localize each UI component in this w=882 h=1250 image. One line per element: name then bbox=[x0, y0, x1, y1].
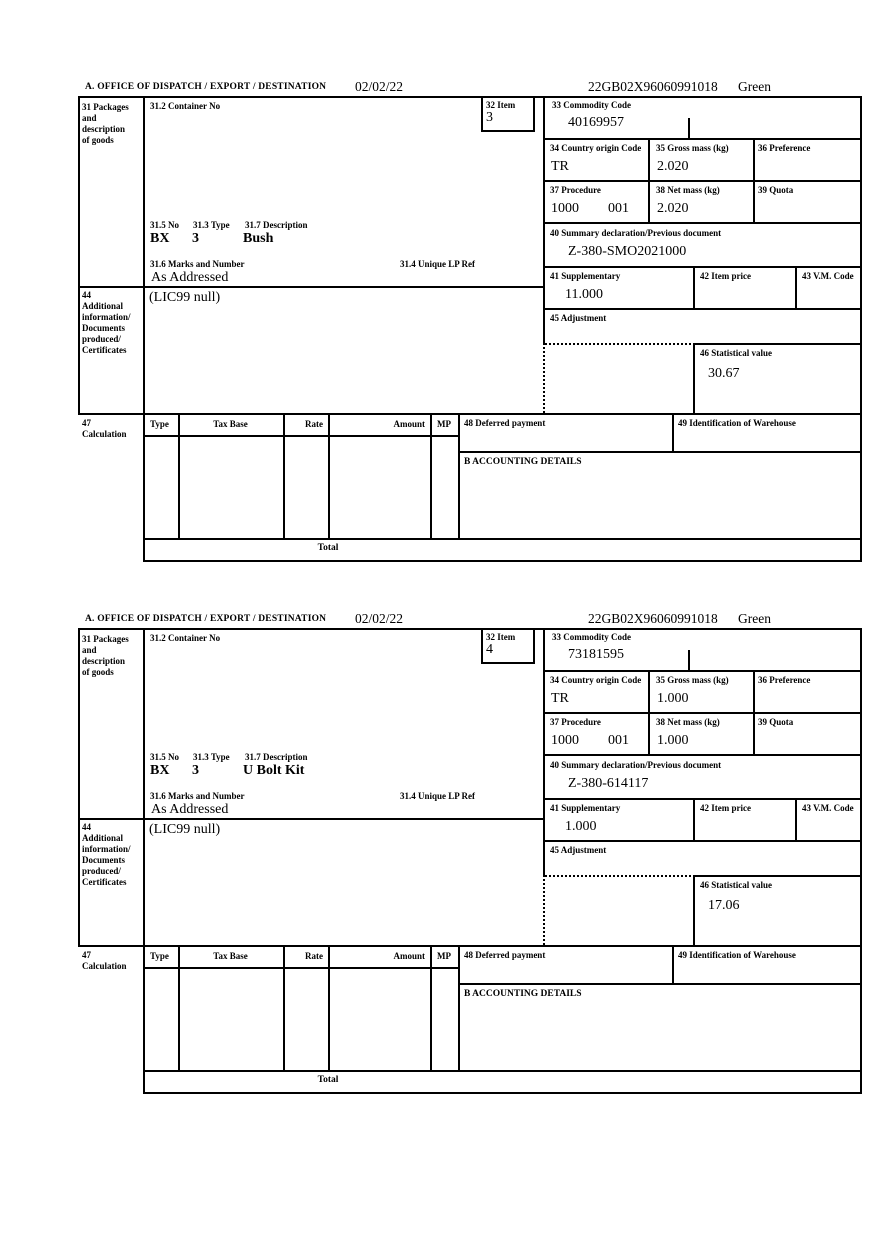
statistical-value-label: 46 Statistical value bbox=[700, 348, 772, 358]
net-mass-value: 1.000 bbox=[657, 733, 689, 748]
grid-line bbox=[533, 96, 535, 130]
grid-line bbox=[545, 266, 862, 268]
package-type-label: 31.3 Type bbox=[193, 220, 230, 230]
quota-label: 39 Quota bbox=[758, 185, 794, 195]
marks-number-label: 31.6 Marks and Number bbox=[150, 791, 245, 801]
grid-line bbox=[143, 628, 145, 1094]
grid-line bbox=[78, 96, 862, 98]
previous-document-label: 40 Summary declaration/Previous document bbox=[550, 760, 722, 770]
container-no-label: 31.2 Container No bbox=[150, 633, 221, 643]
additional-info-value: (LIC99 null) bbox=[149, 822, 221, 837]
vm-code-label: 43 V.M. Code bbox=[802, 803, 854, 813]
grid-line bbox=[430, 415, 432, 538]
grid-line bbox=[860, 96, 862, 562]
box47-calculation-label: 47 Calculation bbox=[82, 418, 127, 439]
procedure-label: 37 Procedure bbox=[550, 717, 601, 727]
routing-status: Green bbox=[738, 611, 771, 626]
declaration-item-section bbox=[78, 610, 864, 1094]
accounting-details-label: B ACCOUNTING DETAILS bbox=[464, 989, 582, 999]
declaration-date: 02/02/22 bbox=[355, 611, 404, 626]
mp-column-header: MP bbox=[437, 951, 451, 961]
net-mass-label: 38 Net mass (kg) bbox=[656, 717, 720, 727]
package-no-value: BX bbox=[150, 763, 170, 778]
grid-line bbox=[693, 343, 695, 413]
adjustment-label: 45 Adjustment bbox=[550, 313, 607, 323]
grid-line bbox=[328, 415, 330, 538]
box47-calculation-label: 47 Calculation bbox=[82, 950, 127, 971]
box31-packages-label: 31 Packages and description of goods bbox=[82, 102, 129, 145]
grid-line bbox=[458, 983, 862, 985]
amount-column-header: Amount bbox=[393, 951, 425, 961]
box44-additional-info-label: 44 Additional information/ Documents produced/ Certificates bbox=[82, 290, 131, 355]
gross-mass-value: 2.020 bbox=[657, 159, 689, 174]
previous-document-label: 40 Summary declaration/Previous document bbox=[550, 228, 722, 238]
gross-mass-label: 35 Gross mass (kg) bbox=[656, 675, 729, 685]
country-origin-label: 34 Country origin Code bbox=[550, 675, 642, 685]
tax-type-column-header: Type bbox=[150, 951, 169, 961]
gross-mass-value: 1.000 bbox=[657, 691, 689, 706]
previous-document-value: Z-380-SMO2021000 bbox=[568, 244, 687, 259]
grid-line bbox=[78, 818, 545, 820]
adjustment-label: 45 Adjustment bbox=[550, 845, 607, 855]
procedure-extra-value: 001 bbox=[608, 733, 629, 748]
supplementary-value: 11.000 bbox=[565, 287, 603, 302]
grid-line bbox=[143, 967, 460, 969]
supplementary-value: 1.000 bbox=[565, 819, 597, 834]
rate-column-header: Rate bbox=[305, 951, 323, 961]
grid-line bbox=[545, 138, 862, 140]
gross-mass-label: 35 Gross mass (kg) bbox=[656, 143, 729, 153]
package-no-value: BX bbox=[150, 231, 170, 246]
commodity-code-separator bbox=[688, 650, 690, 670]
marks-number-label: 31.6 Marks and Number bbox=[150, 259, 245, 269]
commodity-code-value: 73181595 bbox=[568, 647, 624, 662]
unique-lp-ref-label: 31.4 Unique LP Ref bbox=[400, 259, 476, 269]
declaration-form-grid bbox=[78, 628, 862, 1094]
deferred-payment-label: 48 Deferred payment bbox=[464, 418, 546, 428]
grid-line bbox=[143, 96, 145, 562]
grid-line bbox=[78, 286, 545, 288]
grid-line bbox=[458, 451, 862, 453]
warehouse-id-label: 49 Identification of Warehouse bbox=[678, 950, 796, 960]
grid-line bbox=[143, 538, 862, 540]
grid-line bbox=[545, 840, 862, 842]
grid-line bbox=[178, 947, 180, 1070]
grid-line bbox=[283, 947, 285, 1070]
grid-line bbox=[672, 947, 674, 983]
grid-line bbox=[795, 798, 797, 840]
grid-line bbox=[695, 343, 862, 345]
office-of-dispatch-label: A. OFFICE OF DISPATCH / EXPORT / DESTINATION bbox=[85, 82, 327, 92]
grid-line bbox=[545, 670, 862, 672]
country-origin-value: TR bbox=[551, 159, 569, 174]
package-type-value: 3 bbox=[192, 231, 199, 246]
additional-info-value: (LIC99 null) bbox=[149, 290, 221, 305]
section-header bbox=[78, 78, 864, 96]
statistical-value: 30.67 bbox=[708, 366, 740, 381]
commodity-code-label: 33 Commodity Code bbox=[552, 100, 631, 110]
amount-column-header: Amount bbox=[393, 419, 425, 429]
deferred-payment-label: 48 Deferred payment bbox=[464, 950, 546, 960]
mrn-reference: 22GB02X96060991018 bbox=[588, 611, 718, 626]
grid-line bbox=[795, 266, 797, 308]
tax-type-column-header: Type bbox=[150, 419, 169, 429]
previous-document-value: Z-380-614117 bbox=[568, 776, 649, 791]
supplementary-label: 41 Supplementary bbox=[550, 271, 621, 281]
item-number-value: 4 bbox=[486, 642, 493, 657]
item-number-value: 3 bbox=[486, 110, 493, 125]
total-label: Total bbox=[317, 1075, 339, 1085]
grid-line bbox=[458, 947, 460, 1070]
grid-line bbox=[78, 945, 862, 947]
container-no-label: 31.2 Container No bbox=[150, 101, 221, 111]
country-origin-label: 34 Country origin Code bbox=[550, 143, 642, 153]
grid-line bbox=[545, 754, 862, 756]
grid-line bbox=[143, 560, 862, 562]
preference-label: 36 Preference bbox=[758, 143, 811, 153]
vm-code-label: 43 V.M. Code bbox=[802, 271, 854, 281]
procedure-extra-value: 001 bbox=[608, 201, 629, 216]
commodity-code-separator bbox=[688, 118, 690, 138]
package-type-value: 3 bbox=[192, 763, 199, 778]
rate-column-header: Rate bbox=[305, 419, 323, 429]
grid-line bbox=[543, 96, 545, 343]
grid-line bbox=[481, 662, 535, 664]
unique-lp-ref-label: 31.4 Unique LP Ref bbox=[400, 791, 476, 801]
grid-line bbox=[430, 947, 432, 1070]
item-number-label: 32 Item bbox=[486, 632, 516, 642]
description-label: 31.7 Description bbox=[245, 220, 308, 230]
warehouse-id-label: 49 Identification of Warehouse bbox=[678, 418, 796, 428]
statistical-value: 17.06 bbox=[708, 898, 740, 913]
procedure-label: 37 Procedure bbox=[550, 185, 601, 195]
grid-line bbox=[143, 1092, 862, 1094]
statistical-value-label: 46 Statistical value bbox=[700, 880, 772, 890]
grid-line bbox=[481, 628, 483, 662]
dotted-line bbox=[543, 343, 545, 413]
description-value: U Bolt Kit bbox=[243, 763, 305, 778]
declaration-item-section bbox=[78, 78, 864, 562]
box44-additional-info-label: 44 Additional information/ Documents produced/ Certificates bbox=[82, 822, 131, 887]
grid-line bbox=[283, 415, 285, 538]
net-mass-label: 38 Net mass (kg) bbox=[656, 185, 720, 195]
tax-base-column-header: Tax Base bbox=[213, 951, 248, 961]
mp-column-header: MP bbox=[437, 419, 451, 429]
marks-number-value: As Addressed bbox=[151, 270, 229, 285]
grid-line bbox=[693, 798, 695, 840]
commodity-code-label: 33 Commodity Code bbox=[552, 632, 631, 642]
routing-status: Green bbox=[738, 79, 771, 94]
section-header bbox=[78, 610, 864, 628]
marks-number-value: As Addressed bbox=[151, 802, 229, 817]
grid-line bbox=[672, 415, 674, 451]
grid-line bbox=[695, 875, 862, 877]
net-mass-value: 2.020 bbox=[657, 201, 689, 216]
grid-line bbox=[78, 96, 80, 415]
grid-line bbox=[143, 435, 460, 437]
grid-line bbox=[481, 96, 483, 130]
grid-line bbox=[545, 798, 862, 800]
procedure-value: 1000 bbox=[551, 201, 579, 216]
grid-line bbox=[753, 670, 755, 754]
grid-line bbox=[481, 130, 535, 132]
grid-line bbox=[648, 138, 650, 222]
mrn-reference: 22GB02X96060991018 bbox=[588, 79, 718, 94]
accounting-details-label: B ACCOUNTING DETAILS bbox=[464, 457, 582, 467]
grid-line bbox=[458, 415, 460, 538]
grid-line bbox=[78, 628, 80, 947]
declaration-date: 02/02/22 bbox=[355, 79, 404, 94]
grid-line bbox=[545, 222, 862, 224]
dotted-line bbox=[545, 343, 695, 345]
supplementary-label: 41 Supplementary bbox=[550, 803, 621, 813]
item-price-label: 42 Item price bbox=[700, 271, 751, 281]
item-price-label: 42 Item price bbox=[700, 803, 751, 813]
grid-line bbox=[78, 413, 862, 415]
tax-base-column-header: Tax Base bbox=[213, 419, 248, 429]
office-of-dispatch-label: A. OFFICE OF DISPATCH / EXPORT / DESTINATION bbox=[85, 614, 327, 624]
package-no-label: 31.5 No bbox=[150, 752, 179, 762]
preference-label: 36 Preference bbox=[758, 675, 811, 685]
grid-line bbox=[328, 947, 330, 1070]
procedure-value: 1000 bbox=[551, 733, 579, 748]
declaration-form-grid bbox=[78, 96, 862, 562]
package-type-label: 31.3 Type bbox=[193, 752, 230, 762]
grid-line bbox=[545, 180, 862, 182]
grid-line bbox=[753, 138, 755, 222]
country-origin-value: TR bbox=[551, 691, 569, 706]
grid-line bbox=[693, 266, 695, 308]
quota-label: 39 Quota bbox=[758, 717, 794, 727]
grid-line bbox=[543, 628, 545, 875]
total-label: Total bbox=[317, 543, 339, 553]
grid-line bbox=[533, 628, 535, 662]
commodity-code-value: 40169957 bbox=[568, 115, 624, 130]
grid-line bbox=[545, 308, 862, 310]
grid-line bbox=[178, 415, 180, 538]
grid-line bbox=[693, 875, 695, 945]
description-label: 31.7 Description bbox=[245, 752, 308, 762]
grid-line bbox=[648, 670, 650, 754]
grid-line bbox=[860, 628, 862, 1094]
description-value: Bush bbox=[243, 231, 274, 246]
dotted-line bbox=[543, 875, 545, 945]
grid-line bbox=[78, 628, 862, 630]
item-number-label: 32 Item bbox=[486, 100, 516, 110]
dotted-line bbox=[545, 875, 695, 877]
grid-line bbox=[143, 1070, 862, 1072]
grid-line bbox=[545, 712, 862, 714]
box31-packages-label: 31 Packages and description of goods bbox=[82, 634, 129, 677]
package-no-label: 31.5 No bbox=[150, 220, 179, 230]
